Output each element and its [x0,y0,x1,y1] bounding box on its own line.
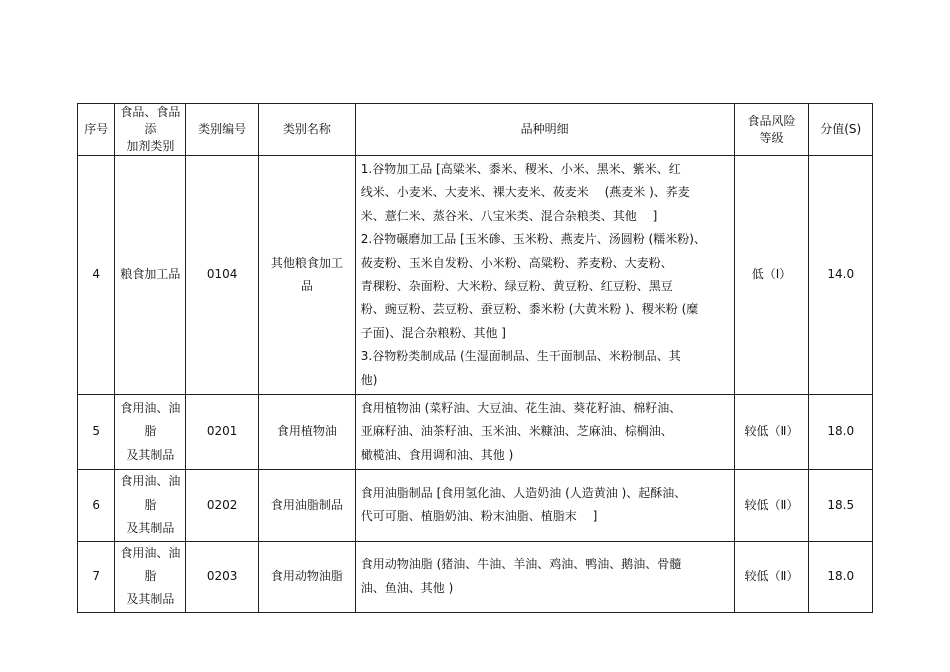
cell-category [115,395,186,470]
name-line: 食用油脂制品 [270,497,343,512]
cell-seq: 5 [78,395,115,470]
category-line: 食用油、油脂 [120,474,181,512]
cell-category [115,541,186,612]
category-line: 食用油、油脂 [120,401,181,439]
name-line: 食用植物油 [276,424,337,439]
header-risk [734,104,809,156]
cell-detail [355,156,734,395]
detail-line: 线米、小麦米、大麦米、裸大麦米、莜麦米 (燕麦米 )、荞麦 [360,185,690,200]
header-risk-line: 等级 [759,130,784,145]
food-category-table [77,103,873,613]
cell-detail [355,541,734,612]
cell-detail [355,395,734,470]
category-line: 及其制品 [126,447,175,462]
name-line: 其他粮食加工 [270,255,343,270]
detail-line: 食用动物油脂 (猪油、牛油、羊油、鸡油、鸭油、鹅油、骨髓 [360,557,682,572]
detail-line: 莜麦粉、玉米自发粉、小米粉、高粱粉、荞麦粉、大麦粉、 [360,255,673,270]
header-category-line: 加剂类别 [126,139,175,153]
category-line: 及其制品 [126,592,175,607]
cell-detail [355,470,734,541]
cell-score: 14.0 [809,156,873,395]
table-row [78,156,873,395]
detail-line: 米、薏仁米、蒸谷米、八宝米类、混合杂粮类、其他 ] [360,208,658,223]
detail-line: 子面)、混合杂粮粉、其他 ] [360,325,506,340]
detail-line: 食用油脂制品 [食用氢化油、人造奶油 (人造黄油 )、起酥油、 [360,485,687,500]
detail-line: 3.谷物粉类制成品 (生湿面制品、生干面制品、米粉制品、其 [360,349,681,364]
cell-risk: 较低（Ⅱ） [734,395,809,470]
cell-code: 0104 [186,156,259,395]
cell-code: 0201 [186,395,259,470]
header-detail: 品种明细 [355,104,734,156]
header-code: 类别编号 [186,104,259,156]
detail-line: 1.谷物加工品 [高粱米、黍米、稷米、小米、黑米、紫米、红 [360,162,681,176]
detail-line: 橄榄油、食用调和油、其他 ) [360,447,514,462]
cell-risk: 较低（Ⅱ） [734,470,809,541]
detail-line: 油、鱼油、其他 ) [360,580,454,595]
detail-line: 他) [360,372,378,387]
detail-line: 青稞粉、杂面粉、大米粉、绿豆粉、黄豆粉、红豆粉、黑豆 [360,279,673,294]
cell-name [259,156,356,395]
table-row [78,541,873,612]
category-line: 及其制品 [126,521,175,536]
cell-seq: 7 [78,541,115,612]
detail-line: 代可可脂、植脂奶油、粉末油脂、植脂末 ] [360,509,598,524]
cell-score: 18.0 [809,541,873,612]
name-line: 品 [300,279,313,294]
cell-name [259,541,356,612]
cell-category [115,470,186,541]
cell-score: 18.0 [809,395,873,470]
header-row [78,104,873,156]
category-line: 食用油、油脂 [120,545,181,583]
table-body [78,156,873,613]
header-category-line: 食品、食品添 [120,105,181,136]
detail-line: 食用植物油 (菜籽油、大豆油、花生油、葵花籽油、棉籽油、 [360,401,682,416]
cell-name [259,395,356,470]
table-row [78,395,873,470]
detail-line: 2.谷物碾磨加工品 [玉米碜、玉米粉、燕麦片、汤圆粉 (糯米粉)、 [360,232,706,247]
cell-risk: 较低（Ⅱ） [734,541,809,612]
cell-code: 0202 [186,470,259,541]
cell-seq: 6 [78,470,115,541]
detail-line: 亚麻籽油、油茶籽油、玉米油、米糠油、芝麻油、棕榈油、 [360,424,673,439]
name-line: 食用动物油脂 [270,568,343,583]
category-line: 粮食加工品 [120,267,181,282]
header-name: 类别名称 [259,104,356,156]
header-category [115,104,186,156]
header-score: 分值(S) [809,104,873,156]
cell-code: 0203 [186,541,259,612]
header-risk-line: 食品风险 [747,113,796,128]
detail-line: 粉、豌豆粉、芸豆粉、蚕豆粉、黍米粉 (大黄米粉 )、稷米粉 (糜 [360,302,699,317]
table-row [78,470,873,541]
cell-risk: 低（Ⅰ） [734,156,809,395]
cell-seq: 4 [78,156,115,395]
header-seq: 序号 [78,104,115,156]
cell-category [115,156,186,395]
cell-name [259,470,356,541]
cell-score: 18.5 [809,470,873,541]
